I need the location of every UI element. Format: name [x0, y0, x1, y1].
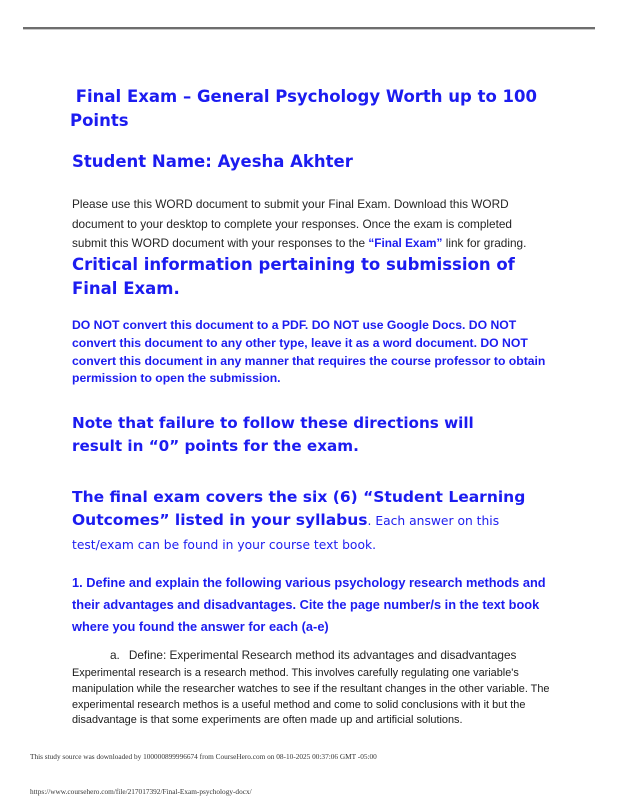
item-a-text: Define: Experimental Research method its advantages and disadvantages [128, 648, 517, 662]
intro-paragraph [72, 195, 548, 254]
item-a-marker: a. [110, 648, 120, 662]
student-name-heading: Student Name: Ayesha Akhter [72, 152, 353, 171]
learning-outcomes-heading-regular: . Each answer on this test/exam can be found in your course text book. [72, 514, 500, 552]
learning-outcomes-heading [72, 486, 540, 557]
document-title: Final Exam – General Psychology Worth up to 100 Points [70, 87, 543, 130]
final-exam-link-text: “Final Exam” [368, 236, 443, 251]
intro-paragraph-after: link for grading. [442, 236, 527, 251]
question-1-item-a [72, 648, 562, 662]
footer-source-url[interactable]: https://www.coursehero.com/file/217017392/Final-Exam-psychology-docx/ [30, 787, 252, 796]
question-1-heading: 1. Define and explain the following various psychology research methods and their advantages and disadvantages. Cite the page number/s in the text book where you found the answer for each (a-e) [72, 575, 546, 634]
zero-points-note-heading: Note that failure to follow these directions will result in “0” points for the exam. [72, 414, 474, 455]
page-top-divider [23, 27, 595, 29]
intro-paragraph-before: Please use this WORD document to submit your Final Exam. Download this WORD document to your desktop to complete your responses. Once the exam is completed submit this WORD document with your responses to the [72, 197, 512, 251]
learning-outcomes-heading-bold: The final exam covers the six (6) “Student Learning Outcomes” listed in your syllabus [72, 488, 526, 529]
answer-a-paragraph: Experimental research is a research method. This involves carefully regulating one variable's manipulation while the researcher watches to see if the resultant changes in the other variable. The experimental research methos is a useful method and come to solid conclusions with it but the disadvantage is that some experiments are often made up and artificial solutions. [72, 667, 550, 727]
critical-info-heading: Critical information pertaining to submission of Final Exam. [72, 255, 515, 298]
footer-download-note: This study source was downloaded by 100000899996674 from CourseHero.com on 08-10-2025 00:37:06 GMT -05:00 [30, 752, 377, 761]
do-not-convert-paragraph: DO NOT convert this document to a PDF. DO NOT use Google Docs. DO NOT convert this document to any other type, leave it as a word document. DO NOT convert this document in any manner that requires the course professor to obtain permission to open the submission. [72, 318, 546, 386]
